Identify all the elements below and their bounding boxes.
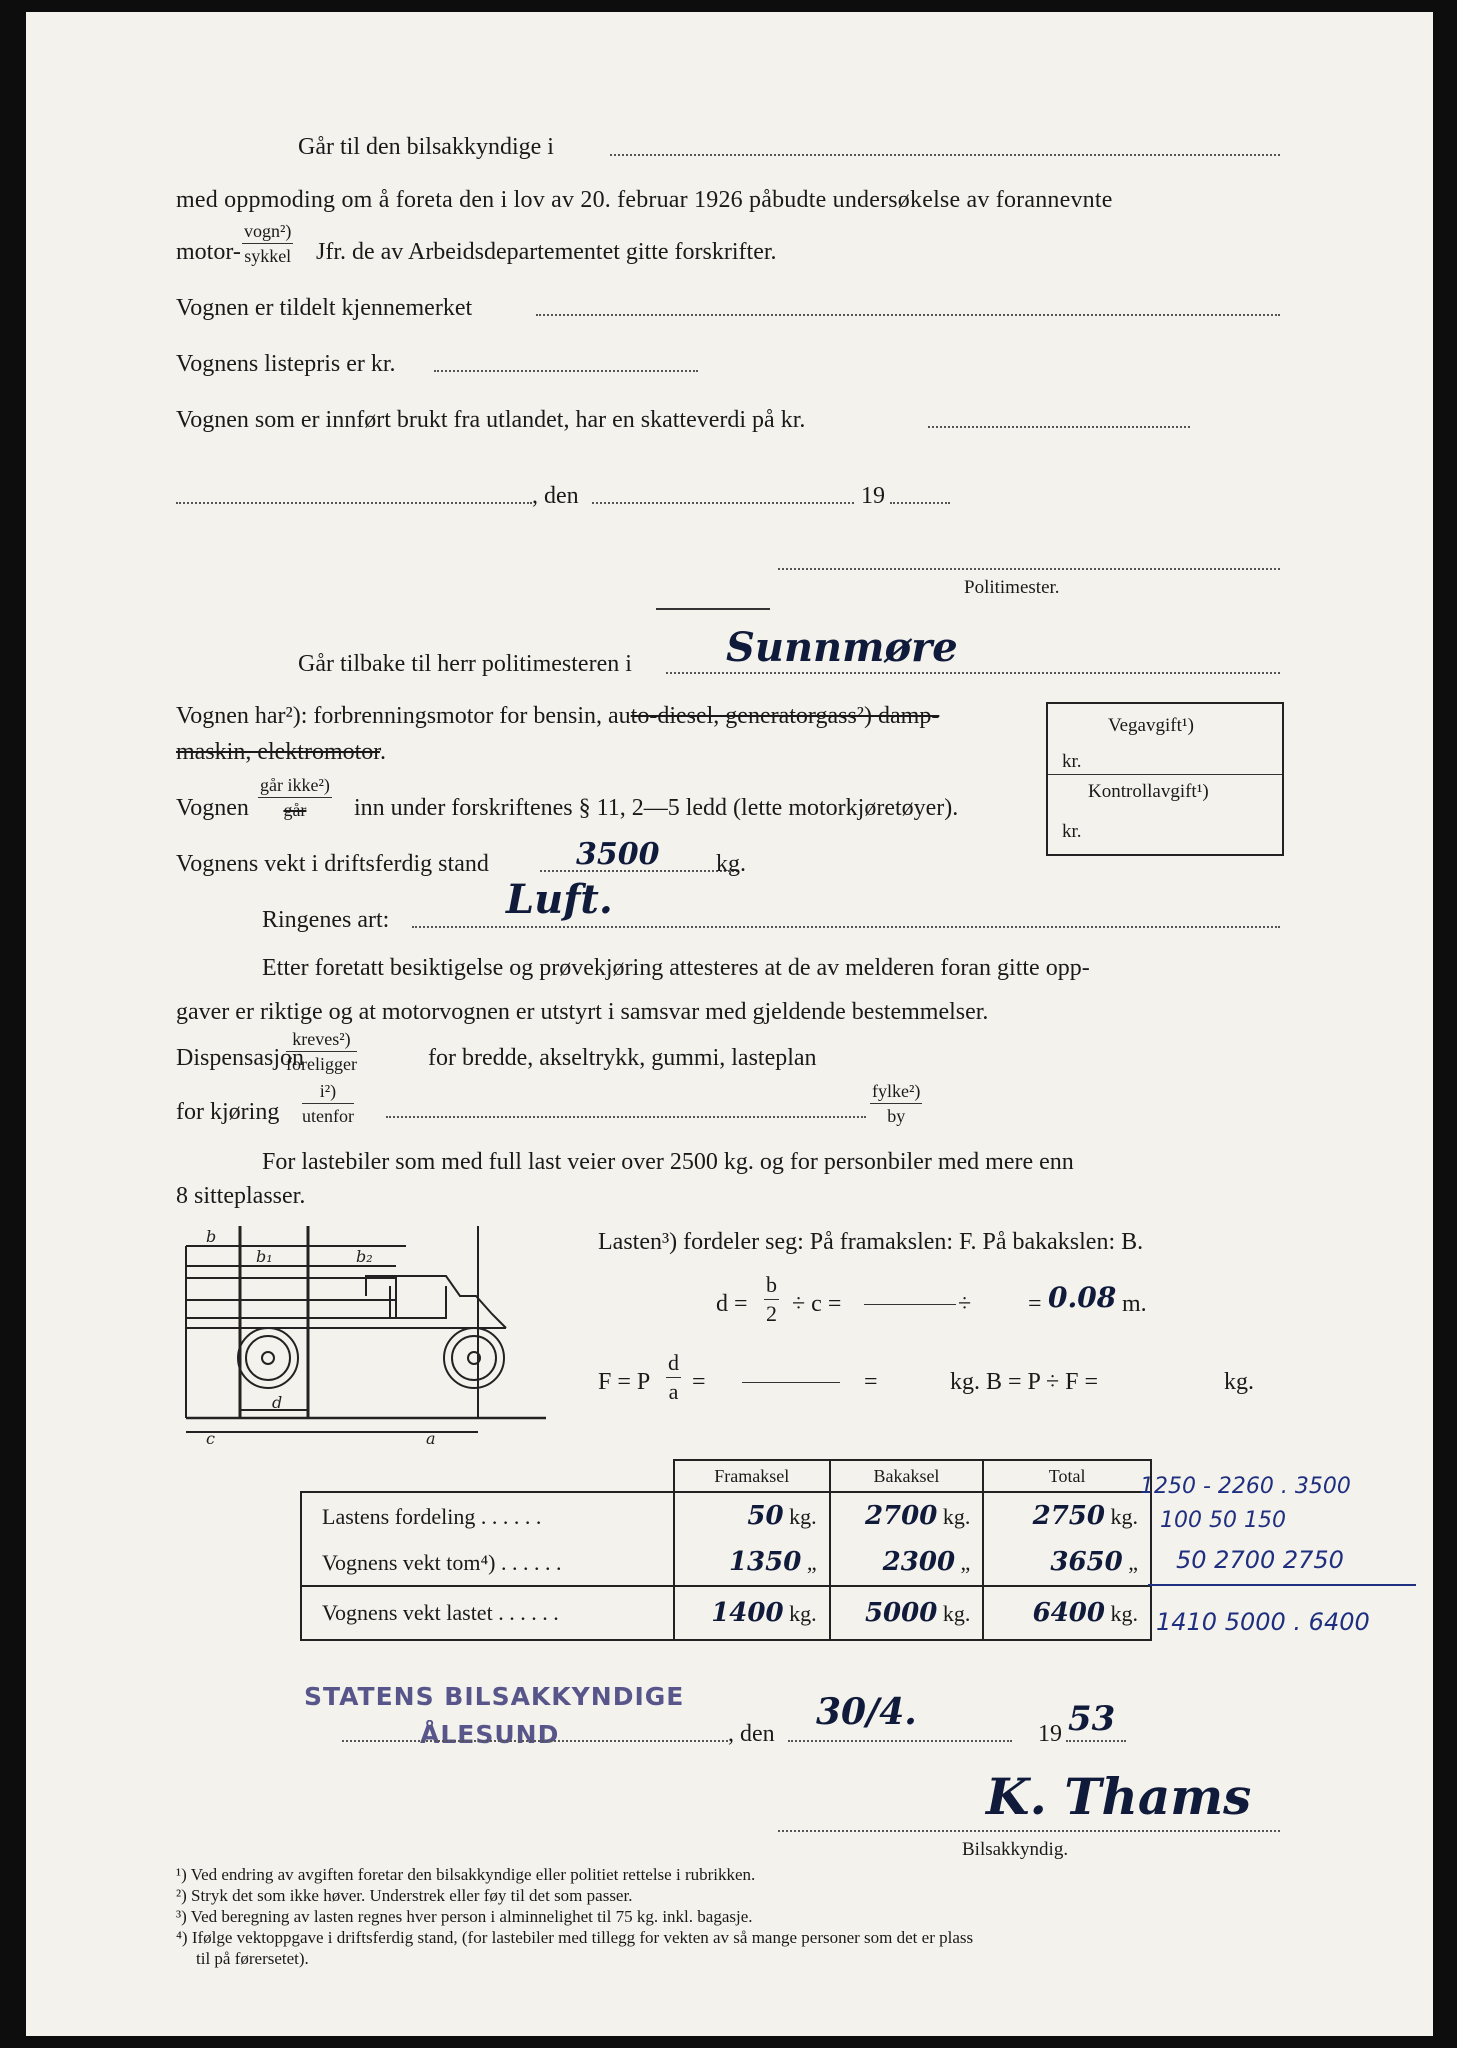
cell-framaksel[interactable]: 1400 kg. (674, 1586, 830, 1640)
dim-b-label: b (206, 1227, 217, 1246)
ringenes-value: Luft. (506, 876, 613, 923)
signature-place-field[interactable] (342, 1740, 728, 1742)
lastebiler-line2: 8 sitteplasser. (176, 1183, 306, 1209)
bilsakkyndig-signature: K. Thams (986, 1767, 1252, 1826)
stamp-line1: STATENS BILSAKKYNDIGE (304, 1682, 685, 1711)
year-prefix: 19 (861, 483, 885, 509)
kreves-choice[interactable] (286, 1030, 357, 1073)
kreves-option: kreves²) (286, 1030, 357, 1052)
minus-c: ÷ c = (792, 1291, 842, 1317)
div-sign: ÷ (958, 1291, 972, 1317)
date-field[interactable] (592, 502, 854, 504)
dispensasjon-text: for bredde, akseltrykk, gummi, lasteplan (428, 1045, 817, 1071)
header-bakaksel: Bakaksel (830, 1460, 984, 1492)
dispensasjon-label: Dispensasjon (176, 1045, 304, 1071)
margin-note-row1: 1250 - 2260 . 3500 (1140, 1474, 1351, 1499)
section-divider (656, 608, 770, 610)
margin-note-row4: 1410 5000 . 6400 (1156, 1608, 1370, 1636)
cell-framaksel[interactable]: 1350 „ (674, 1540, 830, 1586)
gaar-tilbake-value: Sunnmøre (726, 624, 958, 671)
margin-note-underline (1148, 1584, 1416, 1586)
forskrift-text: inn under forskriftenes § 11, 2—5 ledd (lette motorkjøretøyer). (354, 795, 959, 821)
dim-b1-label: b₁ (256, 1247, 273, 1266)
b-over-2 (764, 1274, 779, 1325)
ringenes-field[interactable] (412, 926, 1280, 928)
listepris-label: Vognens listepris er kr. (176, 351, 396, 377)
attest-line1: Etter foretatt besiktigelse og prøvekjøring attesteres at de av melderen foran gitte opp- (262, 955, 1090, 981)
dim-c-label: c (206, 1429, 215, 1448)
stamp-line2: ÅLESUND (420, 1720, 560, 1749)
foreligger-option: foreligger (286, 1054, 357, 1074)
cell-bakaksel[interactable]: 2700 kg. (830, 1492, 984, 1540)
politimester-label: Politimester. (964, 577, 1060, 598)
two-denominator: 2 (766, 1301, 777, 1326)
footnote-4-cont: til på førersetet). (196, 1949, 309, 1968)
utenfor-option: utenfor (302, 1106, 354, 1126)
fee-box-divider (1048, 774, 1282, 775)
truck-diagram (176, 1218, 556, 1448)
sykkel-option: sykkel (244, 246, 292, 266)
gaar-tilbake-label: Går tilbake til herr politimesteren i (298, 651, 632, 677)
gaar-option: går (283, 800, 307, 820)
motor-line2 (176, 740, 386, 764)
fee-box (1046, 702, 1284, 856)
dim-a-label: a (426, 1429, 436, 1448)
cell-framaksel[interactable]: 50 kg. (674, 1492, 830, 1540)
kjoring-label: for kjøring (176, 1099, 280, 1125)
cell-bakaksel[interactable]: 5000 kg. (830, 1586, 984, 1640)
gaar-tilbake-field[interactable] (666, 672, 1280, 674)
eq-sign: = (1028, 1291, 1042, 1317)
f-blank[interactable] (742, 1382, 840, 1383)
dim-b2-label: b₂ (356, 1247, 373, 1266)
politimester-signature-field[interactable] (778, 568, 1280, 570)
vekt-unit: kg. (716, 851, 746, 877)
skatteverdi-label: Vognen som er innført brukt fra utlandet, har en skatteverdi på kr. (176, 407, 806, 433)
sig-year-prefix: 19 (1038, 1721, 1062, 1747)
cab-outline (366, 1276, 506, 1328)
by-option: by (887, 1106, 906, 1126)
f-eq: F = P (598, 1369, 651, 1395)
cab-door (390, 1286, 446, 1318)
lastebiler-line1: For lastebiler som med full last veier over 2500 kg. og for personbiler med mere enn (262, 1149, 1074, 1175)
den-label: , den (532, 483, 579, 509)
bilsakkyndig-signature-field[interactable] (778, 1830, 1280, 1832)
i-utenfor-choice[interactable] (302, 1082, 354, 1125)
vegavgift-kr-label: kr. (1062, 751, 1082, 772)
sig-den-label: , den (728, 1721, 775, 1747)
row-label: Vognens vekt tom⁴) . . . . . . (301, 1540, 674, 1586)
bilsakkyndig-label: Bilsakkyndig. (962, 1839, 1069, 1860)
cargo-box-upper (186, 1278, 396, 1300)
gaar-til-label: Går til den bilsakkyndige i (298, 134, 554, 160)
vogn-option: vogn²) (242, 222, 293, 244)
i-option: i²) (302, 1082, 354, 1104)
fylke-by-choice[interactable] (870, 1082, 922, 1125)
d-eq: d = (716, 1291, 748, 1317)
motor-line1-struck: to-diesel, generatorgass²) damp- (630, 703, 940, 729)
vognen-label: Vognen (176, 795, 249, 821)
motor-line2-end: . (379, 739, 386, 765)
header-empty (301, 1460, 674, 1492)
table-row (301, 1492, 1151, 1540)
d-numerator: d (666, 1352, 681, 1378)
motor-prefix: motor- (176, 239, 241, 265)
kg-b-text: kg. B = P ÷ F = (950, 1369, 1099, 1395)
d-over-a (666, 1352, 681, 1403)
kg-end: kg. (1224, 1369, 1254, 1395)
dim-d-label: d (272, 1393, 283, 1412)
footnote-4: ⁴) Ifølge vektoppgave i driftsferdig stand, (for lastebiler med tillegg for vekten av så mange personer som det er plass (176, 1928, 974, 1947)
lasten-text: Lasten³) fordeler seg: På framakslen: F. På bakakslen: B. (598, 1229, 1144, 1255)
cargo-box-lower (186, 1300, 396, 1318)
gaar-choice[interactable] (258, 776, 332, 819)
footnote-2: ²) Stryk det som ikke høver. Understrek eller føy til det som passer. (176, 1886, 633, 1905)
kjoring-field[interactable] (386, 1116, 866, 1118)
gaar-ikke-option: går ikke²) (258, 776, 332, 798)
cell-total[interactable]: 3650 „ (983, 1540, 1151, 1586)
forskrifter-text: Jfr. de av Arbeidsdepartementet gitte forskrifter. (316, 239, 777, 265)
margin-note-row3: 50 2700 2750 (1176, 1546, 1344, 1574)
f-eq1: = (692, 1369, 706, 1395)
f-eq2: = (864, 1369, 878, 1395)
cell-total[interactable]: 6400 kg. (983, 1586, 1151, 1640)
footnote-1: ¹) Ved endring av avgiften foretar den bilsakkyndige eller politiet rettelse i rubrikken. (176, 1865, 756, 1884)
fylke-option: fylke²) (870, 1082, 922, 1104)
motor-line2-struck: maskin, elektromotor (176, 739, 380, 765)
a-denominator: a (668, 1379, 679, 1404)
vekt-label: Vognens vekt i driftsferdig stand (176, 851, 489, 877)
kontrollavgift-kr-label: kr. (1062, 821, 1082, 842)
table-row (301, 1586, 1151, 1640)
margin-note-row2: 100 50 150 (1160, 1508, 1286, 1533)
vegavgift-label: Vegavgift¹) (1108, 715, 1194, 736)
kjennemerke-label: Vognen er tildelt kjennemerket (176, 295, 473, 321)
b-numerator: b (764, 1274, 779, 1300)
header-total: Total (983, 1460, 1151, 1492)
header-framaksel: Framaksel (674, 1460, 830, 1492)
m-unit: m. (1122, 1291, 1147, 1317)
kjennemerke-field[interactable] (536, 314, 1280, 316)
place-field[interactable] (176, 502, 532, 504)
form-page (26, 12, 1433, 2036)
sig-year-value: 53 (1068, 1699, 1116, 1739)
d-value: 0.08 (1048, 1281, 1117, 1314)
bilsakkyndige-field[interactable] (610, 154, 1280, 156)
cell-total[interactable]: 2750 kg. (983, 1492, 1151, 1540)
attest-line2: gaver er riktige og at motorvognen er utstyrt i samsvar med gjeldende bestemmelser. (176, 999, 989, 1025)
vogn-sykkel-choice[interactable] (242, 222, 293, 265)
table-row (301, 1540, 1151, 1586)
ringenes-label: Ringenes art: (262, 907, 390, 933)
year-field[interactable] (890, 502, 950, 504)
row-label: Vognens vekt lastet . . . . . . (301, 1586, 674, 1640)
skatteverdi-field[interactable] (928, 426, 1190, 428)
cell-bakaksel[interactable]: 2300 „ (830, 1540, 984, 1586)
sig-date-field[interactable] (788, 1740, 1012, 1742)
listepris-field[interactable] (434, 370, 698, 372)
vekt-value: 3500 (576, 837, 660, 872)
oppmoding-line: med oppmoding om å foreta den i lov av 20. februar 1926 påbudte undersøkelse av forannevnte (176, 187, 1113, 213)
kontrollavgift-label: Kontrollavgift¹) (1088, 781, 1209, 802)
motor-line1 (176, 704, 939, 728)
distribution-table (300, 1459, 1152, 1641)
d-blank1[interactable] (864, 1304, 956, 1305)
row-label: Lastens fordeling . . . . . . (301, 1492, 674, 1540)
sig-year-field[interactable] (1066, 1740, 1126, 1742)
footnote-3: ³) Ved beregning av lasten regnes hver person i alminnelighet til 75 kg. inkl. bagasje. (176, 1907, 753, 1926)
sig-date-value: 30/4. (816, 1691, 917, 1733)
motor-line1-text: Vognen har²): forbrenningsmotor for bensin, au (176, 703, 631, 729)
